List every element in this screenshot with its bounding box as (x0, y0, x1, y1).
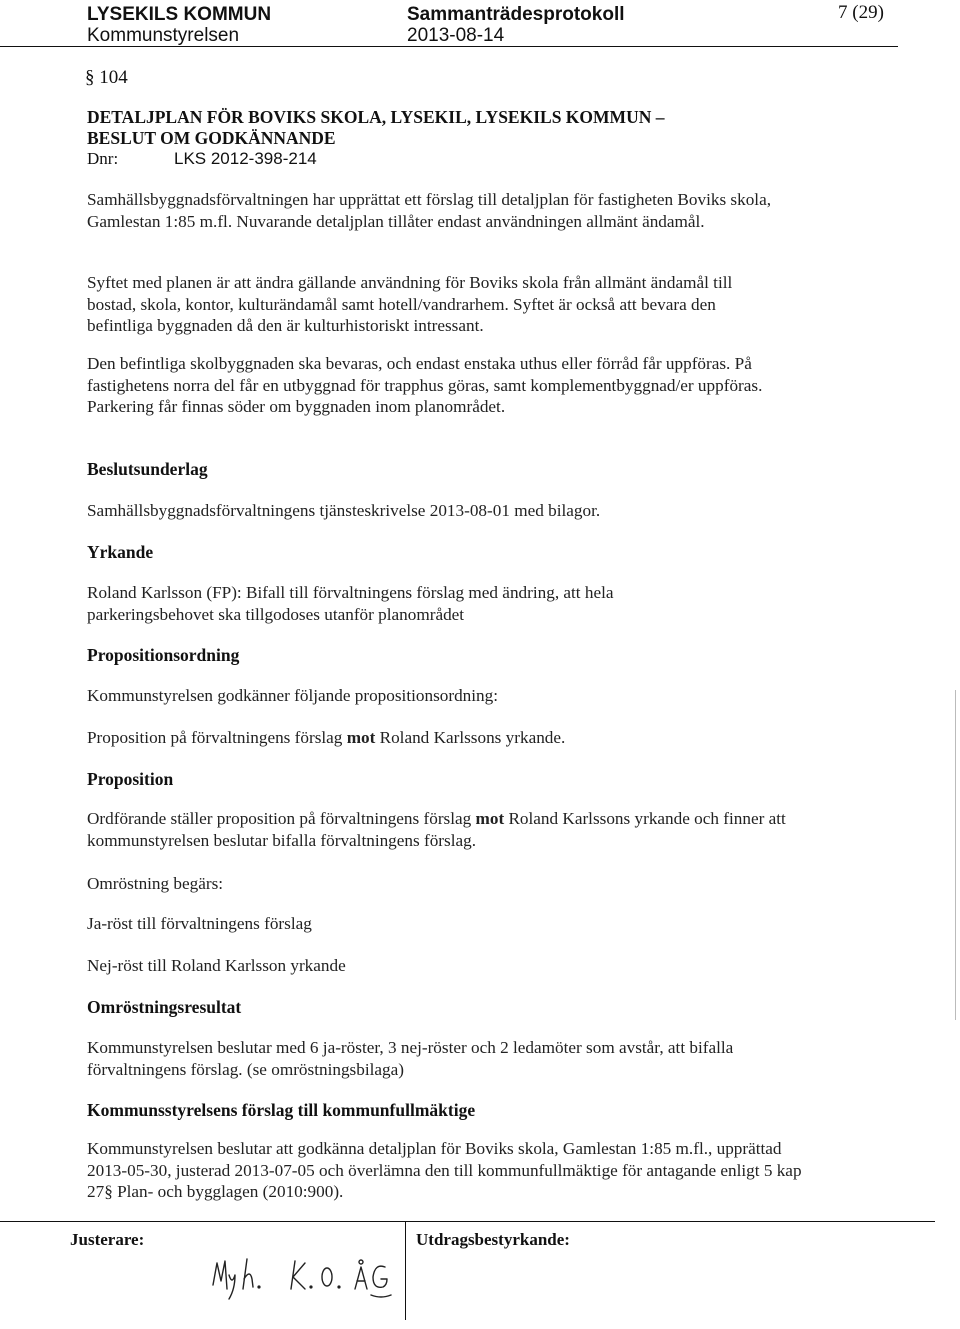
omrostning-ja: Ja-röst till förvaltningens förslag (87, 914, 312, 933)
proposition-text-bold: mot (475, 809, 505, 828)
meeting-date: 2013-08-14 (407, 25, 505, 46)
forslag-heading: Kommunsstyrelsens förslag till kommunfullmäktige (87, 1100, 476, 1120)
paragraph-2-text: Syftet med planen är att ändra gällande användning för Boviks skola från allmänt ändamål till bostad, skola, kontor, kulturändamål samt hotell/vandrarhem. Syftet är också att bevara den befintliga byggnaden då den är kulturhistoriskt intressant. (87, 273, 733, 335)
proposition-text (87, 808, 807, 851)
section-title (87, 107, 664, 149)
proposal-text-post: Roland Karlssons yrkande. (375, 728, 566, 747)
footer-rule (0, 1221, 935, 1222)
dnr-value: LKS 2012-398-214 (174, 149, 317, 168)
paragraph-1-text: Samhällsbyggnadsförvaltningen har upprättat ett förslag till detaljplan för fastigheten Boviks skola, Gamlestan 1:85 m.fl. Nuvarande detaljplan tillåter endast användningen allmänt ändamål. (87, 190, 772, 231)
municipality-name: LYSEKILS KOMMUN (87, 4, 272, 25)
proposition-text-post: Roland Karlssons yrkande och finner att kommunstyrelsen beslutar bifalla förvaltningens förslag. (87, 809, 791, 850)
omrostning-nej: Nej-röst till Roland Karlsson yrkande (87, 956, 346, 975)
omrostningsresultat-text-content: Kommunstyrelsen beslutar med 6 ja-röster, 3 nej-röster och 2 ledamöter som avstår, att bifalla förvaltningens förslag. (se omröstningsbilaga) (87, 1038, 734, 1079)
omrostningsresultat-text (87, 1037, 807, 1080)
yrkande-text-content: Roland Karlsson (FP): Bifall till förvaltningens förslag med ändring, att hela parkeringsbehovet ska tillgodoses utanför planområdet (87, 583, 614, 624)
page-number: 7 (29) (838, 2, 884, 23)
justerare-initials-signature (205, 1245, 405, 1305)
paragraph-3-text: Den befintliga skolbyggnaden ska bevaras, och endast enstaka uthus eller förråd får uppföras. På fastighetens norra del får en utbyggnad för trapphus göras, samt komplementbyggnad/er uppföras. Parkering får finnas söder om byggnaden inom planområdet. (87, 354, 763, 416)
doc-type: Sammanträdesprotokoll (407, 4, 625, 25)
section-title-line2: BESLUT OM GODKÄNNANDE (87, 128, 336, 148)
paragraph-1 (87, 189, 787, 232)
propositionsordning-text: Kommunstyrelsen godkänner följande propositionsordning: (87, 686, 499, 705)
scan-edge-artifact (955, 690, 956, 1020)
board-name: Kommunstyrelsen (87, 25, 240, 46)
propositionsordning-proposal (87, 728, 565, 748)
dnr-label: Dnr: (87, 149, 119, 168)
forslag-text (87, 1138, 817, 1203)
yrkande-heading: Yrkande (87, 542, 154, 562)
paragraph-3 (87, 353, 777, 418)
proposal-text-bold: mot (346, 728, 376, 747)
propositionsordning-heading: Propositionsordning (87, 645, 240, 665)
beslutsunderlag-heading: Beslutsunderlag (87, 459, 208, 479)
forslag-text-content: Kommunstyrelsen beslutar att godkänna detaljplan för Boviks skola, Gamlestan 1:85 m.fl., upprättad 2013-05-30, justerad 2013-07-05 och överlämna den till kommunfullmäktige för antagande enligt 5 kap 27§ Plan- och bygglagen (2010:900). (87, 1139, 802, 1201)
proposal-text-pre: Proposition på förvaltningens förslag (87, 728, 347, 747)
justerare-label: Justerare: (70, 1230, 145, 1249)
section-title-line1: DETALJPLAN FÖR BOVIKS SKOLA, LYSEKIL, LYSEKILS KOMMUN – (87, 107, 665, 127)
yrkande-text (87, 582, 707, 625)
section-number: § 104 (85, 67, 128, 88)
footer-divider (405, 1222, 406, 1320)
utdrag-label: Utdragsbestyrkande: (416, 1230, 570, 1249)
header-rule (0, 46, 898, 47)
beslutsunderlag-text: Samhällsbyggnadsförvaltningens tjänsteskrivelse 2013-08-01 med bilagor. (87, 501, 601, 520)
omrostning-begars: Omröstning begärs: (87, 874, 224, 893)
proposition-text-content (87, 808, 807, 851)
paragraph-2 (87, 272, 777, 337)
proposition-heading: Proposition (87, 769, 174, 789)
omrostningsresultat-heading: Omröstningsresultat (87, 997, 242, 1017)
proposition-text-pre: Ordförande ställer proposition på förvaltningens förslag (87, 809, 476, 828)
